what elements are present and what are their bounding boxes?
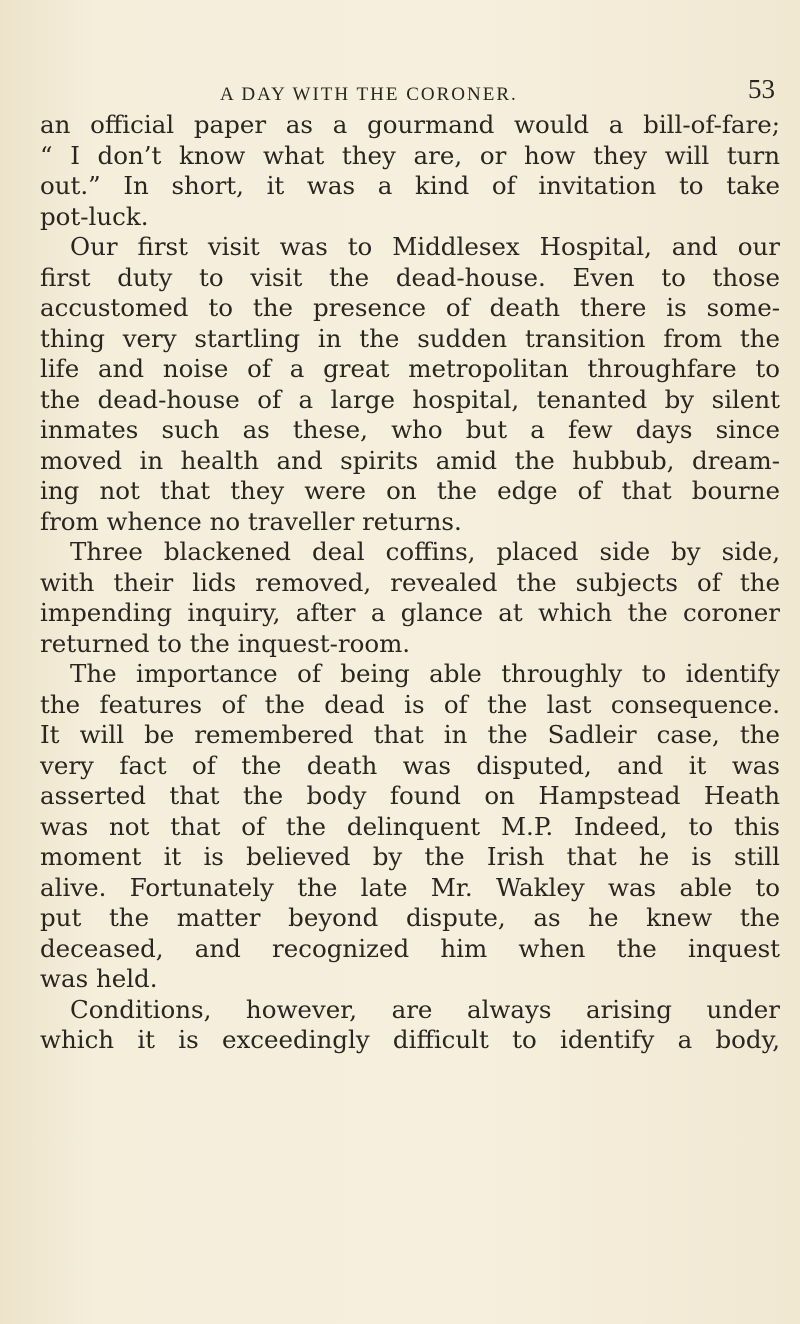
text-line: which it is exceedingly difficult to identify a body, <box>40 1025 780 1054</box>
text-line: “ I don’t know what they are, or how they will turn <box>40 140 780 170</box>
text-line: moved in health and spirits amid the hubbub, dream- <box>40 445 780 475</box>
text-line: thing very startling in the sudden transition from the <box>40 323 780 353</box>
text-line: out.” In short, it was a kind of invitation to take <box>40 171 780 200</box>
text-line: was not that of the delinquent M.P. Indeed, to this <box>40 811 780 841</box>
running-title: A DAY WITH THE CORONER. <box>220 84 518 105</box>
body-text <box>40 110 780 1056</box>
text-line: very fact of the death was disputed, and it was <box>40 750 780 780</box>
text-line: impending inquiry, after a glance at which the coroner <box>40 598 780 627</box>
text-line: Our first visit was to Middlesex Hospital, and our <box>70 232 780 261</box>
text-line: deceased, and recognized him when the inquest <box>40 933 780 963</box>
text-line: first duty to visit the dead-house. Even to those <box>40 262 780 292</box>
text-line: accustomed to the presence of death there is some- <box>40 293 780 322</box>
text-line: ing not that they were on the edge of that bourne <box>40 476 780 505</box>
text-line: life and noise of a great metropolitan throughfare to <box>40 354 780 383</box>
text-line: the dead-house of a large hospital, tenanted by silent <box>40 384 780 414</box>
text-line: from whence no traveller returns. <box>40 506 462 536</box>
text-line: an official paper as a gourmand would a bill-of-fare; <box>40 110 780 139</box>
text-line: Conditions, however, are always arising under <box>70 994 780 1024</box>
text-line: alive. Fortunately the late Mr. Wakley was able to <box>40 872 780 902</box>
text-line: was held. <box>40 964 158 993</box>
text-line: moment it is believed by the Irish that he is still <box>40 842 780 871</box>
text-line: the features of the dead is of the last consequence. <box>40 689 780 719</box>
running-header <box>40 70 775 110</box>
text-line: put the matter beyond dispute, as he knew the <box>40 903 780 932</box>
text-line: The importance of being able throughly to identify <box>70 659 780 688</box>
text-line: with their lids removed, revealed the subjects of the <box>40 567 780 597</box>
text-line: It will be remembered that in the Sadleir case, the <box>40 720 780 749</box>
page-number: 53 <box>748 74 775 104</box>
text-line: inmates such as these, who but a few days since <box>40 415 780 444</box>
text-line: asserted that the body found on Hampstead Heath <box>40 781 780 810</box>
text-line: pot-luck. <box>40 201 149 231</box>
text-line: Three blackened deal coffins, placed side by side, <box>70 537 780 566</box>
text-line: returned to the inquest-room. <box>40 628 411 658</box>
